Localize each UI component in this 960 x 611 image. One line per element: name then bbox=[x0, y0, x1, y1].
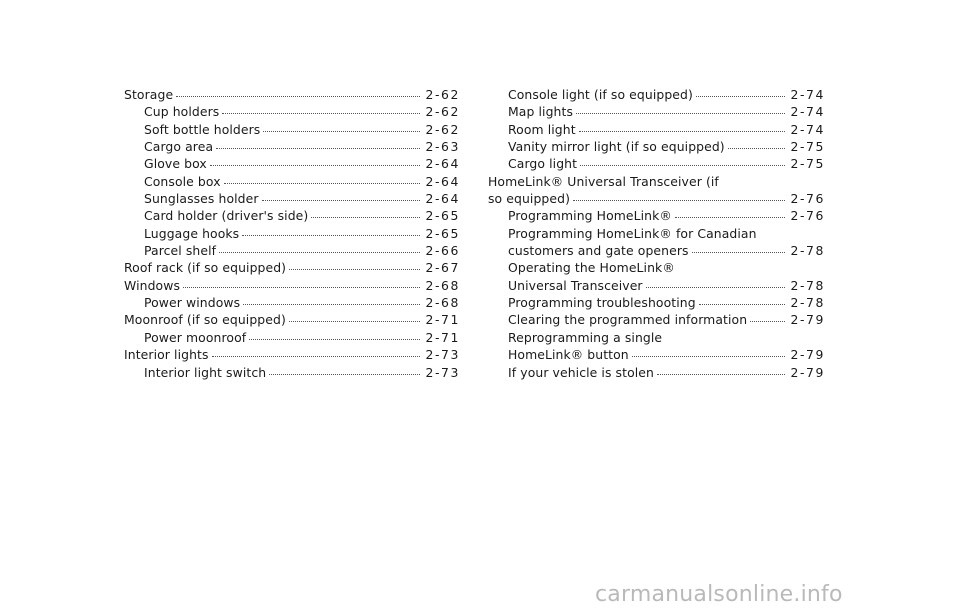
toc-entry-title: Interior lights bbox=[124, 347, 209, 363]
toc-entry-page: 2-68 bbox=[425, 277, 460, 293]
dot-leader bbox=[269, 364, 420, 375]
dot-leader bbox=[249, 329, 420, 340]
toc-entry-page: 2-62 bbox=[425, 87, 460, 102]
toc-entry-title: Programming HomeLink® bbox=[508, 208, 672, 224]
toc-entry-title: Windows bbox=[124, 277, 181, 293]
toc-entry-title: HomeLink® button bbox=[508, 347, 629, 363]
dot-leader bbox=[222, 103, 420, 114]
toc-entry[interactable] bbox=[488, 155, 825, 172]
dot-leader bbox=[580, 155, 785, 166]
dot-leader bbox=[692, 242, 786, 253]
toc-entry[interactable] bbox=[124, 242, 460, 259]
toc-entry-page: 2-79 bbox=[790, 347, 825, 363]
toc-entry-title-line1: HomeLink® Universal Transceiver (if bbox=[488, 173, 719, 189]
dot-leader bbox=[289, 259, 420, 270]
toc-entry-title: customers and gate openers bbox=[508, 243, 689, 259]
dot-leader bbox=[646, 277, 786, 288]
dot-leader bbox=[675, 207, 786, 218]
toc-entry-page: 2-78 bbox=[790, 295, 825, 311]
toc-entry[interactable] bbox=[124, 277, 460, 294]
toc-entry-title: Roof rack (if so equipped) bbox=[124, 260, 287, 276]
dot-leader bbox=[728, 138, 786, 149]
toc-entry-page: 2-74 bbox=[790, 104, 825, 120]
toc-entry[interactable] bbox=[488, 225, 825, 260]
toc-entry[interactable] bbox=[124, 155, 460, 172]
toc-entry-page: 2-66 bbox=[425, 243, 460, 259]
dot-leader bbox=[696, 86, 786, 97]
dot-leader bbox=[216, 138, 420, 149]
toc-entry[interactable] bbox=[124, 121, 460, 138]
toc-entry-page: 2-74 bbox=[790, 87, 825, 102]
toc-entry[interactable] bbox=[124, 138, 460, 155]
toc-entry[interactable] bbox=[124, 294, 460, 311]
toc-entry-title: so equipped) bbox=[488, 191, 571, 207]
toc-entry-page: 2-65 bbox=[425, 208, 460, 224]
toc-entry[interactable] bbox=[124, 329, 460, 346]
dot-leader bbox=[657, 364, 785, 375]
toc-entry[interactable] bbox=[124, 190, 460, 207]
toc-entry[interactable] bbox=[124, 103, 460, 120]
toc-entry[interactable] bbox=[488, 173, 825, 208]
watermark: carmanualsonline.info bbox=[595, 582, 843, 607]
toc-entry-title-line1: Operating the HomeLink® bbox=[508, 260, 675, 276]
toc-entry[interactable] bbox=[124, 86, 460, 103]
toc-entry-title: Vanity mirror light (if so equipped) bbox=[508, 139, 725, 155]
toc-entry-page: 2-73 bbox=[425, 364, 460, 380]
dot-leader bbox=[212, 346, 421, 357]
dot-leader bbox=[262, 190, 421, 201]
toc-entry[interactable] bbox=[124, 346, 460, 363]
toc-entry-title: Cargo area bbox=[144, 139, 214, 155]
toc-entry-title-line1: Reprogramming a single bbox=[508, 329, 663, 345]
toc-entry-title: If your vehicle is stolen bbox=[508, 364, 654, 380]
toc-entry-page: 2-64 bbox=[425, 191, 460, 207]
toc-entry-title: Power windows bbox=[144, 295, 241, 311]
toc-entry[interactable] bbox=[488, 138, 825, 155]
toc-entry-page: 2-75 bbox=[790, 139, 825, 155]
toc-entry-title: Console light (if so equipped) bbox=[508, 87, 693, 102]
toc-entry-title: Interior light switch bbox=[144, 364, 267, 380]
toc-entry[interactable] bbox=[124, 259, 460, 276]
toc-entry-title: Cup holders bbox=[144, 104, 220, 120]
dot-leader bbox=[243, 294, 420, 305]
dot-leader bbox=[699, 294, 786, 305]
dot-leader bbox=[183, 277, 420, 288]
toc-entry-title: Room light bbox=[508, 121, 576, 137]
dot-leader bbox=[573, 190, 785, 201]
dot-leader bbox=[311, 207, 420, 218]
toc-entry-title-line1: Programming HomeLink® for Canadian bbox=[508, 225, 757, 241]
toc-entry-title: Cargo light bbox=[508, 156, 578, 172]
toc-entry-page: 2-67 bbox=[425, 260, 460, 276]
toc-entry[interactable] bbox=[124, 173, 460, 190]
toc-entry[interactable] bbox=[124, 225, 460, 242]
toc-entry-page: 2-71 bbox=[425, 312, 460, 328]
toc-entry-page: 2-76 bbox=[790, 208, 825, 224]
toc-entry-title: Parcel shelf bbox=[144, 243, 217, 259]
toc-entry-page: 2-64 bbox=[425, 173, 460, 189]
dot-leader bbox=[576, 103, 785, 114]
dot-leader bbox=[242, 225, 420, 236]
toc-entry[interactable] bbox=[488, 329, 825, 364]
toc-entry[interactable] bbox=[488, 121, 825, 138]
toc-entry[interactable] bbox=[124, 364, 460, 381]
toc-entry-page: 2-75 bbox=[790, 156, 825, 172]
toc-entry-title: Universal Transceiver bbox=[508, 277, 643, 293]
dot-leader bbox=[210, 155, 421, 166]
dot-leader bbox=[750, 311, 785, 322]
toc-entry-page: 2-74 bbox=[790, 121, 825, 137]
toc-entry-page: 2-79 bbox=[790, 364, 825, 380]
toc-entry-page: 2-64 bbox=[425, 156, 460, 172]
toc-entry[interactable] bbox=[488, 294, 825, 311]
dot-leader bbox=[289, 311, 421, 322]
toc-column-right bbox=[488, 86, 825, 381]
dot-leader bbox=[219, 242, 420, 253]
toc-entry-title: Power moonroof bbox=[144, 329, 247, 345]
toc-entry-title: Storage bbox=[124, 87, 174, 102]
toc-entry-page: 2-78 bbox=[790, 243, 825, 259]
toc-entry-title: Glove box bbox=[144, 156, 207, 172]
toc-entry-title: Sunglasses holder bbox=[144, 191, 259, 207]
dot-leader bbox=[579, 121, 786, 132]
toc-entry[interactable] bbox=[488, 103, 825, 120]
toc-entry[interactable] bbox=[124, 311, 460, 328]
toc-entry-title: Map lights bbox=[508, 104, 574, 120]
toc-entry-title: Console box bbox=[144, 173, 221, 189]
toc-entry-page: 2-76 bbox=[790, 191, 825, 207]
toc-entry-page: 2-65 bbox=[425, 225, 460, 241]
toc-entry-title: Clearing the programmed information bbox=[508, 312, 748, 328]
toc-entry-page: 2-71 bbox=[425, 329, 460, 345]
toc-entry-page: 2-73 bbox=[425, 347, 460, 363]
dot-leader bbox=[263, 121, 420, 132]
toc-entry[interactable] bbox=[488, 86, 825, 103]
toc-entry-title: Soft bottle holders bbox=[144, 121, 261, 137]
toc-entry-title: Card holder (driver's side) bbox=[144, 208, 309, 224]
toc-entry[interactable] bbox=[488, 259, 825, 294]
toc-entry-title: Moonroof (if so equipped) bbox=[124, 312, 286, 328]
dot-leader bbox=[632, 346, 786, 357]
toc-entry-title: Luggage hooks bbox=[144, 225, 240, 241]
toc-entry[interactable] bbox=[488, 311, 825, 328]
dot-leader bbox=[176, 86, 420, 97]
toc-entry[interactable] bbox=[488, 207, 825, 224]
toc-entry-page: 2-63 bbox=[425, 139, 460, 155]
toc-entry-page: 2-62 bbox=[425, 121, 460, 137]
toc-entry-page: 2-68 bbox=[425, 295, 460, 311]
dot-leader bbox=[224, 173, 421, 184]
toc-column-left bbox=[124, 86, 460, 381]
toc-entry-title: Programming troubleshooting bbox=[508, 295, 696, 311]
toc-entry-page: 2-78 bbox=[790, 277, 825, 293]
toc-entry-page: 2-79 bbox=[790, 312, 825, 328]
toc-entry[interactable] bbox=[124, 207, 460, 224]
toc-entry[interactable] bbox=[488, 364, 825, 381]
toc-entry-page: 2-62 bbox=[425, 104, 460, 120]
